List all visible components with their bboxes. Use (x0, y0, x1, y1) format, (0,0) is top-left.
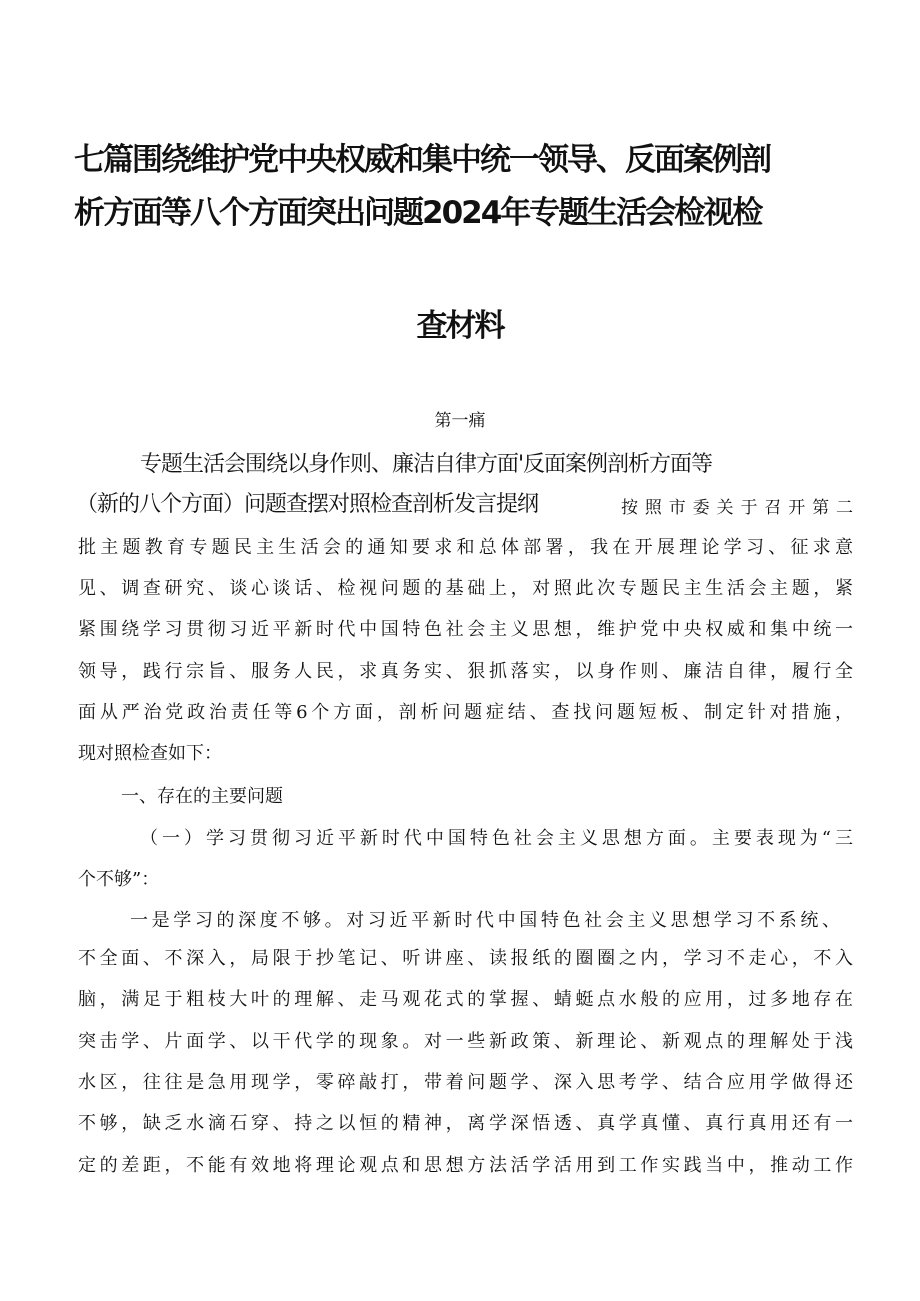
document-title-line-2: 析方面等八个方面突出问题2024年专题生活会检视检 (74, 195, 762, 231)
point-paragraph-line: 一是学习的深度不够。对习近平新时代中国特色社会主义思想学习不系统、 (130, 910, 840, 931)
document-title-line-3: 查材料 (416, 308, 504, 344)
body-paragraph-line: 见、调查研究、谈心谈话、检视问题的基础上，对照此次专题民主生活会主题，紧 (78, 578, 853, 599)
intro-inline-text: 按照市委关于召开第二 (621, 498, 853, 518)
point-paragraph-line: 突击学、片面学、以干代学的现象。对一些新政策、新理论、新观点的理解处于浅 (78, 1031, 853, 1052)
body-paragraph-line: 紧围绕学习贯彻习近平新时代中国特色社会主义思想，维护党中央权威和集中统一 (78, 619, 853, 640)
document-title-line-1: 七篇围绕维护党中央权威和集中统一领导、反面案例剖 (74, 142, 770, 178)
subheading-line-2: （新的八个方面）问题查摆对照检查剖析发言提纲 (76, 492, 539, 517)
body-paragraph-line: 现对照检查如下： (78, 743, 222, 764)
subsection-heading-line-2: 个不够”： (78, 869, 160, 890)
body-paragraph-line: 面从严治党政治责任等6个方面，剖析问题症结、查找问题短板、制定针对措施， (78, 702, 853, 723)
body-paragraph-line: 批主题教育专题民主生活会的通知要求和总体部署，我在开展理论学习、征求意 (78, 537, 853, 558)
point-paragraph-line: 不全面、不深入，局限于抄笔记、听讲座、读报纸的圈圈之内，学习不走心，不入 (78, 948, 853, 969)
body-paragraph-line: 领导，践行宗旨、服务人民，求真务实、狠抓落实，以身作则、廉洁自律，履行全 (78, 661, 853, 682)
subheading-line-1: 专题生活会围绕以身作则、廉洁自律方面'反面案例剖析方面等 (140, 452, 713, 477)
section-heading: 一、存在的主要问题 (121, 786, 283, 807)
section-number: 第一痛 (434, 411, 486, 431)
subsection-heading-line-1: （一）学习贯彻习近平新时代中国特色社会主义思想方面。主要表现为“三 (140, 828, 853, 849)
point-paragraph-line: 定的差距，不能有效地将理论观点和思想方法活学活用到工作实践当中，推动工作 (78, 1155, 853, 1176)
point-paragraph-line: 脑，满足于粗枝大叶的理解、走马观花式的掌握、蜻蜓点水般的应用，过多地存在 (78, 989, 853, 1010)
point-paragraph-line: 水区，往往是急用现学，零碎敲打，带着问题学、深入思考学、结合应用学做得还 (78, 1072, 853, 1093)
point-paragraph-line: 不够，缺乏水滴石穿、持之以恒的精神，离学深悟透、真学真懂、真行真用还有一 (78, 1113, 853, 1134)
